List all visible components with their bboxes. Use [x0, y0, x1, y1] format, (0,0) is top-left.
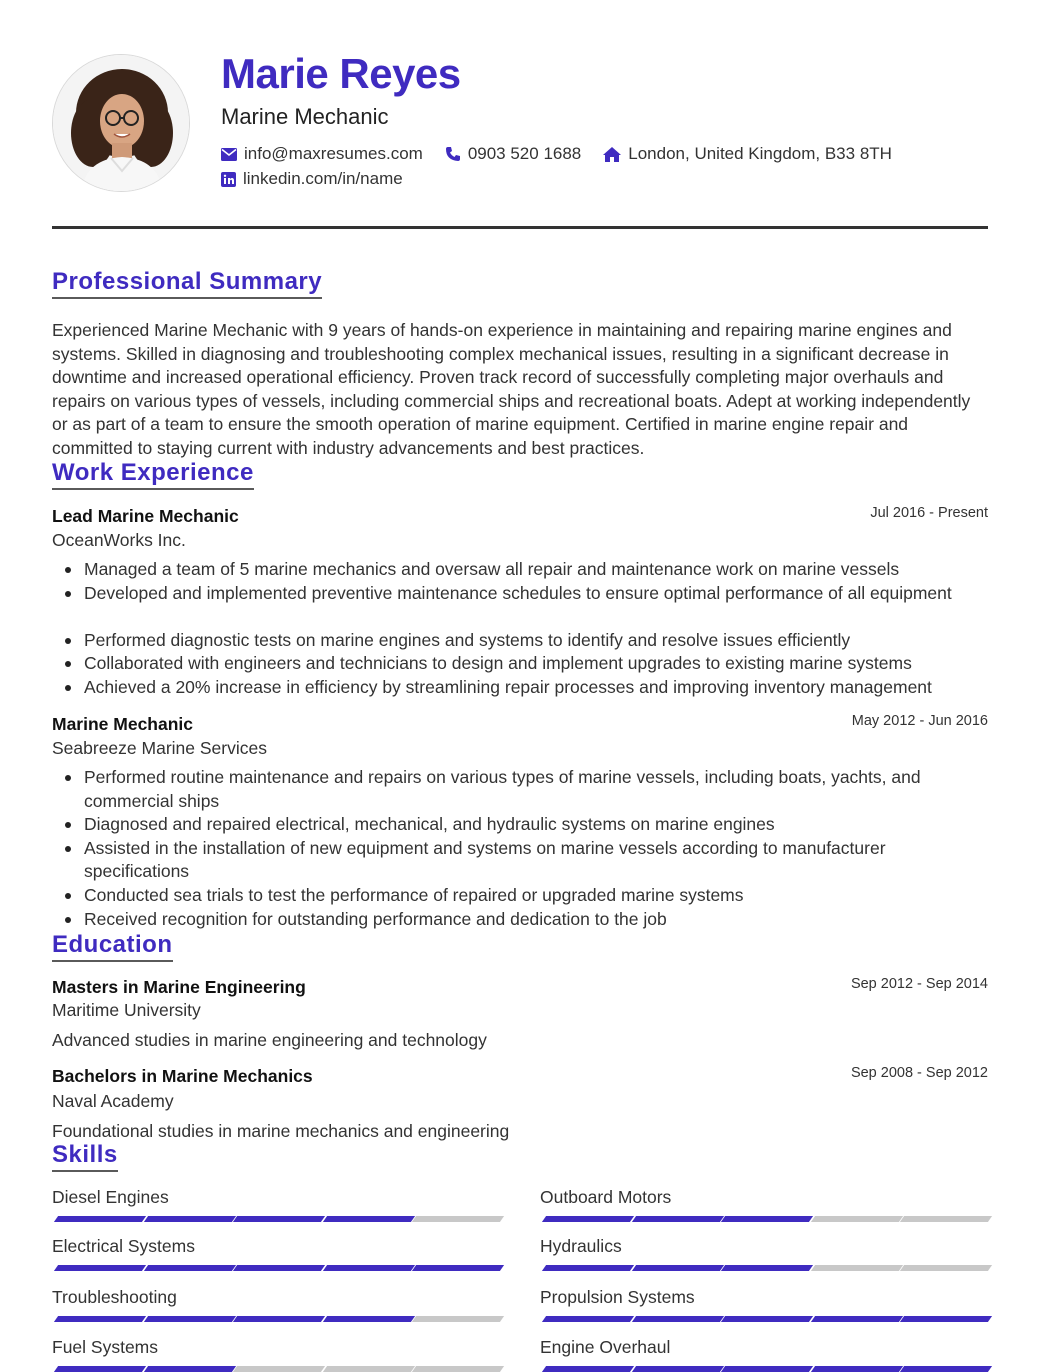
skill-level-bar — [52, 1216, 498, 1222]
skill-level-segment — [412, 1216, 504, 1222]
skill-level-segment — [54, 1366, 146, 1372]
skill-item — [540, 1235, 986, 1271]
skill-level-bar — [540, 1265, 986, 1271]
skill-level-segment — [54, 1316, 146, 1322]
skill-name: Propulsion Systems — [540, 1287, 695, 1307]
skill-level-segment — [811, 1316, 903, 1322]
skill-level-segment — [412, 1316, 504, 1322]
skill-level-segment — [143, 1265, 235, 1271]
skill-name: Fuel Systems — [52, 1337, 158, 1357]
skill-item — [52, 1336, 498, 1372]
candidate-name: Marie Reyes — [221, 50, 461, 97]
header-divider — [52, 226, 988, 229]
education-dates: Sep 2008 - Sep 2012 — [850, 1065, 988, 1081]
profile-photo — [52, 54, 190, 192]
phone-text: 0903 520 1688 — [467, 144, 582, 163]
list-item: Performed routine maintenance and repairs on various types of marine vessels, including boats, yachts, and commercial ships — [52, 766, 952, 813]
skill-item — [52, 1286, 498, 1322]
school-name: Naval Academy — [52, 1091, 174, 1111]
skill-item — [52, 1186, 498, 1222]
home-icon — [603, 147, 621, 162]
skill-level-segment — [811, 1366, 903, 1372]
envelope-icon — [221, 148, 237, 161]
skill-level-segment — [811, 1216, 903, 1222]
skill-level-segment — [323, 1265, 415, 1271]
skill-name: Electrical Systems — [52, 1236, 195, 1256]
skill-level-bar — [540, 1366, 986, 1372]
skill-level-segment — [900, 1316, 992, 1322]
list-item: Performed diagnostic tests on marine engines and systems to identify and resolve issues efficiently — [52, 629, 988, 653]
skill-level-segment — [542, 1366, 634, 1372]
skill-item — [540, 1286, 986, 1322]
list-item: Received recognition for outstanding performance and dedication to the job — [52, 908, 952, 932]
skill-level-bar — [52, 1366, 498, 1372]
address-item — [603, 144, 892, 164]
email-item[interactable] — [221, 144, 423, 164]
skill-level-segment — [721, 1366, 813, 1372]
list-item: Assisted in the installation of new equipment and systems on marine vessels according to manufacturer specifications — [52, 837, 952, 884]
job-dates: May 2012 - Jun 2016 — [851, 713, 988, 729]
phone-icon — [445, 146, 461, 162]
education-dates: Sep 2012 - Sep 2014 — [850, 976, 988, 992]
section-title-skills: Skills — [52, 1141, 118, 1172]
job-bullets — [52, 766, 952, 931]
job-title: Marine Mechanic — [52, 714, 194, 734]
skill-level-segment — [721, 1316, 813, 1322]
skill-level-segment — [900, 1216, 992, 1222]
list-item: Managed a team of 5 marine mechanics and oversaw all repair and maintenance work on marine vessels — [52, 558, 988, 582]
skill-level-segment — [721, 1216, 813, 1222]
skill-name: Outboard Motors — [540, 1187, 672, 1207]
skill-level-segment — [412, 1366, 504, 1372]
skill-level-segment — [233, 1366, 325, 1372]
contact-row — [221, 144, 914, 164]
section-title-summary: Professional Summary — [52, 268, 322, 299]
list-item: Achieved a 20% increase in efficiency by streamlining repair processes and improving inventory management — [52, 676, 988, 700]
skill-name: Engine Overhaul — [540, 1337, 671, 1357]
skill-level-segment — [900, 1366, 992, 1372]
skill-item — [540, 1186, 986, 1222]
skill-level-segment — [900, 1265, 992, 1271]
skill-item — [540, 1336, 986, 1372]
list-item: Collaborated with engineers and technicians to design and implement upgrades to existing marine systems — [52, 652, 988, 676]
address-text: London, United Kingdom, B33 8TH — [628, 144, 892, 163]
skill-level-segment — [323, 1366, 415, 1372]
skill-level-segment — [323, 1216, 415, 1222]
skill-level-segment — [542, 1265, 634, 1271]
skill-level-segment — [233, 1216, 325, 1222]
list-item: Developed and implemented preventive maintenance schedules to ensure optimal performance of all equipment — [52, 582, 988, 606]
skill-level-segment — [631, 1316, 723, 1322]
phone-item[interactable] — [445, 144, 581, 164]
skill-level-bar — [52, 1316, 498, 1322]
skill-level-segment — [233, 1316, 325, 1322]
contact-row-2 — [221, 169, 425, 189]
job-title: Lead Marine Mechanic — [52, 506, 239, 526]
skill-item — [52, 1235, 498, 1271]
section-title-experience: Work Experience — [52, 459, 254, 490]
skill-level-segment — [631, 1216, 723, 1222]
list-item: Diagnosed and repaired electrical, mechanical, and hydraulic systems on marine engines — [52, 813, 952, 837]
avatar — [53, 55, 190, 192]
degree-title: Bachelors in Marine Mechanics — [52, 1066, 313, 1086]
summary-text: Experienced Marine Mechanic with 9 years of hands-on experience in maintaining and repairing marine engines and systems. Skilled in diagnosing and troubleshooting complex mechanical issues, resulting in a significant decrease in downtime and increased operational efficiency. Proven track record of successfully completing major overhauls and repairs on various types of vessels, including commercial ships and recreational boats. Adept at working independently or as part of a team to ensure the smooth operation of marine equipment. Certified in marine engine repair and committed to staying current with industry advancements and best practices. — [52, 320, 971, 458]
linkedin-icon — [221, 172, 236, 187]
linkedin-text: linkedin.com/in/name — [243, 169, 403, 188]
skill-level-segment — [323, 1316, 415, 1322]
skill-level-segment — [631, 1265, 723, 1271]
skill-level-segment — [721, 1265, 813, 1271]
school-name: Maritime University — [52, 1000, 201, 1020]
skill-level-segment — [542, 1216, 634, 1222]
skill-level-bar — [52, 1265, 498, 1271]
skill-level-segment — [412, 1265, 504, 1271]
email-text: info@maxresumes.com — [244, 144, 423, 163]
job-bullets — [52, 558, 988, 700]
skill-name: Troubleshooting — [52, 1287, 177, 1307]
job-dates: Jul 2016 - Present — [870, 505, 988, 521]
skill-level-segment — [143, 1366, 235, 1372]
job-company: Seabreeze Marine Services — [52, 738, 267, 758]
skill-level-segment — [54, 1216, 146, 1222]
job-company: OceanWorks Inc. — [52, 530, 186, 550]
skill-level-segment — [542, 1316, 634, 1322]
skill-level-segment — [631, 1366, 723, 1372]
candidate-title: Marine Mechanic — [221, 104, 389, 129]
skill-level-segment — [143, 1316, 235, 1322]
skill-level-bar — [540, 1216, 986, 1222]
education-description: Advanced studies in marine engineering and technology — [52, 1030, 487, 1050]
skill-level-bar — [540, 1316, 986, 1322]
list-item: Conducted sea trials to test the performance of repaired or upgraded marine systems — [52, 884, 952, 908]
skill-level-segment — [54, 1265, 146, 1271]
section-title-education: Education — [52, 931, 173, 962]
linkedin-item[interactable] — [221, 169, 403, 189]
skill-level-segment — [233, 1265, 325, 1271]
skill-name: Diesel Engines — [52, 1187, 169, 1207]
skill-level-segment — [811, 1265, 903, 1271]
education-description: Foundational studies in marine mechanics and engineering — [52, 1121, 510, 1141]
skill-name: Hydraulics — [540, 1236, 622, 1256]
degree-title: Masters in Marine Engineering — [52, 977, 306, 997]
skill-level-segment — [143, 1216, 235, 1222]
